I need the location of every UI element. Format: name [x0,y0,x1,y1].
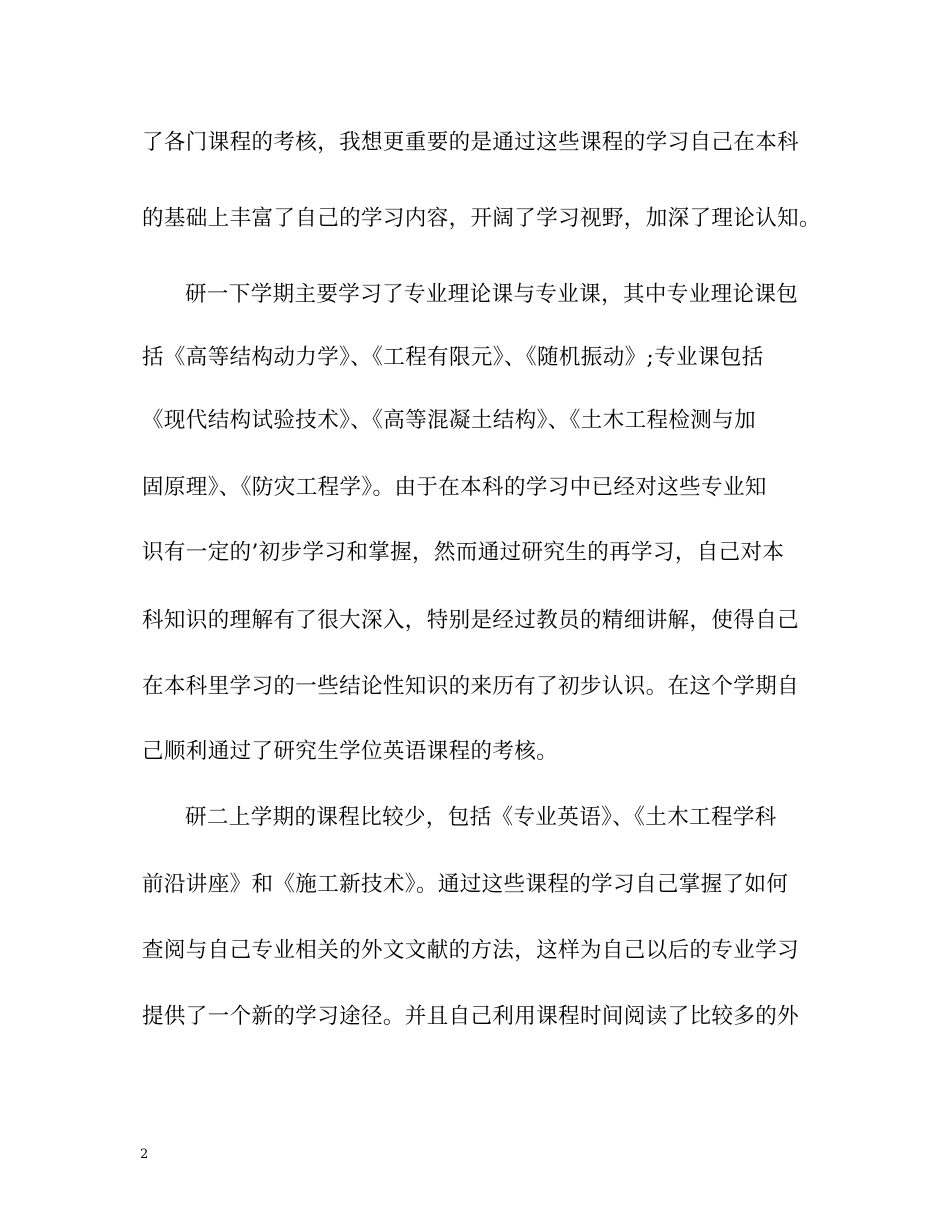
text-line: 括《高等结构动力学》、《工程有限元》、《随机振动》;专业课包括 [142,345,764,370]
text-line: 《现代结构试验技术》、《高等混凝土结构》、《土木工程检测与加 [142,408,757,433]
text-line: 识有一定的’初步学习和掌握，然而通过研究生的再学习，自己对本 [142,540,785,565]
text-line: 固原理》、《防灾工程学》。由于在本科的学习中已经对这些专业知 [142,475,767,500]
text-line: 提供了一个新的学习途径。并且自己利用课程时间阅读了比较多的外 [142,1004,800,1029]
text-line: 科知识的理解有了很大深入，特别是经过教员的精细讲解，使得自己 [142,608,800,633]
text-line: 前沿讲座》和《施工新技术》。通过这些课程的学习自己掌握了如何 [142,872,789,897]
text-line: 了各门课程的考核，我想更重要的是通过这些课程的学习自己在本科 [142,130,800,155]
text-line: 在本科里学习的一些结论性知识的来历有了初步认识。在这个学期自 [142,674,800,699]
paragraph-start-line: 研二上学期的课程比较少，包括《专业英语》、《土木工程学科 [185,805,777,830]
paragraph-start-line: 研一下学期主要学习了专业理论课与专业课，其中专业理论课包 [185,282,799,307]
text-line: 的基础上丰富了自己的学习内容，开阔了学习视野，加深了理论认知。 [142,206,821,231]
text-line: 己顺利通过了研究生学位英语课程的考核。 [142,739,559,764]
text-line: 查阅与自己专业相关的外文文献的方法，这样为自己以后的专业学习 [142,938,800,963]
page-number: 2 [140,1147,149,1162]
